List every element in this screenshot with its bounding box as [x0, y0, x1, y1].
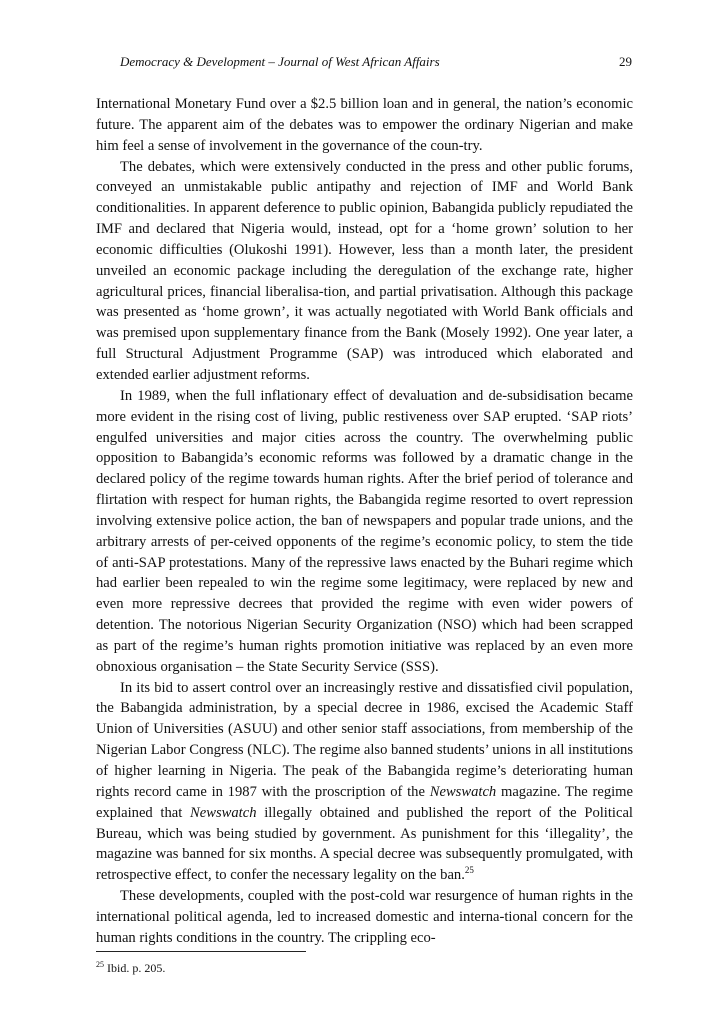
paragraph-1: International Monetary Fund over a $2.5 billion loan and in general, the nation’s economic future. The apparent aim of the debates was to empower the ordinary Nigerian and make him feel a sense of involvement in the governance of the coun-try.	[96, 96, 633, 154]
footnote-text: Ibid. p. 205.	[107, 961, 166, 975]
paragraph-3: In 1989, when the full inflationary effect of devaluation and de-subsidisation became more evident in the rising cost of living, public restiveness over SAP erupted. ‘SAP riots’ engulfed universities and major cities across the country. The overwhelming public opposition to Babangida’s economic reforms was followed by a dramatic change in the declared policy of the regime towards human rights. After the brief period of tolerance and flirtation with respect for human rights, the Babangida regime resorted to overt repression involving extensive police action, the ban of newspapers and popular trade unions, and the arbitrary arrests of per-ceived opponents of the regime’s economic policy, to stem the tide of anti-SAP protestations. Many of the repressive laws enacted by the Buhari regime which had earlier been repealed to win the regime some legitimacy, were replaced by new and even more repressive decrees that provided the regime with even wider powers of detention. The notorious Nigerian Security Organization (NSO) which had been scrapped as part of the regime’s human rights promotion initiative was replaced by an even more obnoxious organisation – the State Security Service (SSS).	[96, 387, 633, 675]
body-text	[96, 94, 633, 949]
footnote	[96, 961, 633, 976]
newswatch-title-1: Newswatch	[429, 783, 497, 800]
paragraph-2: The debates, which were extensively conducted in the press and other public forums, conveyed an unmistakable public antipathy and rejection of IMF and World Bank conditionalities. In apparent deference to public opinion, Babangida publicly repudiated the IMF and declared that Nigeria would, instead, opt for a ‘home grown’ solution to her economic difficulties (Olukoshi 1991). However, less than a month later, the president unveiled an economic package including the deregulation of the exchange rate, higher agricultural prices, financial liberalisa-tion, and partial privatisation. Although this package was presented as ‘home grown’, it was actually negotiated with World Bank officials and was premised upon supplementary finance from the Bank (Mosely 1992). One year later, a full Structural Adjustment Programme (SAP) was introduced which elaborated and extended earlier adjustment reforms.	[96, 158, 633, 383]
paragraph-5: These developments, coupled with the post-cold war resurgence of human rights in the international political agenda, led to increased domestic and interna-tional concern for the human rights conditions in the country. The crippling eco-	[96, 888, 633, 946]
running-header	[120, 54, 632, 74]
footnote-marker: 25	[96, 960, 104, 969]
page-number: 29	[619, 54, 632, 69]
footnote-reference[interactable]: 25	[464, 865, 474, 876]
paragraph-4-part-b: magazine. The regime explained that	[96, 783, 633, 821]
paragraph-4-part-c: illegally obtained and published the report of the Political Bureau, which was being studied by government. As punishment for this ‘illegality’, the magazine was banned for six months. A special decree was subsequently promulgated, with retrospective effect, to confer the necessary legality on the ban.	[96, 804, 633, 884]
paragraph-4	[96, 678, 633, 886]
newswatch-title-2: Newswatch	[190, 804, 257, 821]
paragraph-4-part-a: In its bid to assert control over an increasingly restive and dissatisfied civil population, the Babangida administration, by a special decree in 1986, excised the Academic Staff Union of Universities (ASUU) and other senior staff associations, from membership of the Nigerian Labor Congress (NLC). The regime also banned students’ unions in all institutions of higher learning in Nigeria. The peak of the Babangida regime’s deteriorating human rights record came in 1987 with the proscription of the	[96, 679, 633, 800]
footnote-divider	[96, 951, 306, 952]
journal-title: Democracy & Development – Journal of West African Affairs	[120, 54, 440, 69]
